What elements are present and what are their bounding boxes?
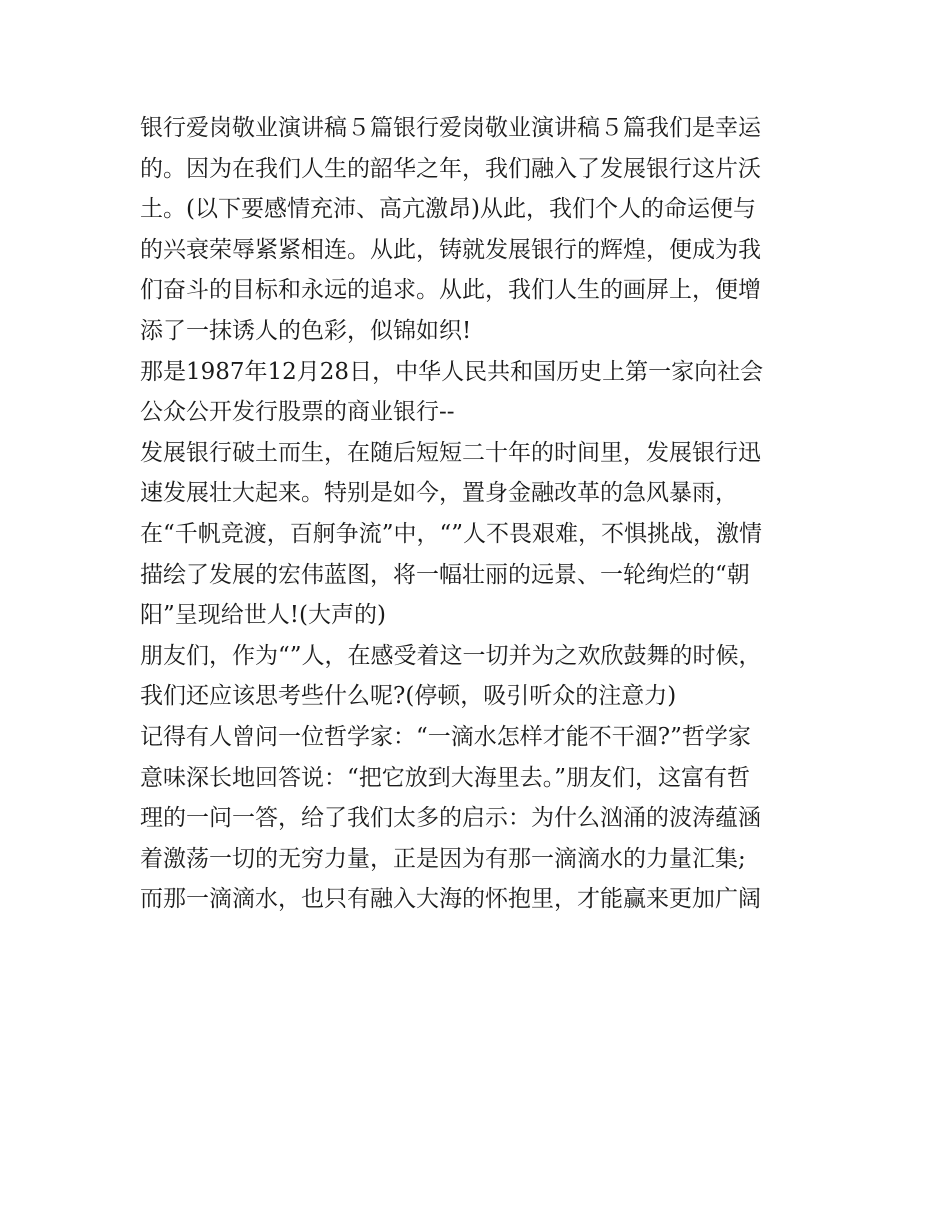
text-line-13: 阳”呈现给世人!(大声的)	[140, 602, 386, 629]
text-line-3: 土。(以下要感情充沛、高亢激昂)从此，我们个人的命运便与	[140, 196, 756, 223]
text-line-5: 们奋斗的目标和永远的追求。从此，我们人生的画屏上，便增	[140, 277, 761, 304]
text-line-19: 着激荡一切的无穷力量，正是因为有那一滴滴水的力量汇集;	[140, 845, 746, 872]
text-line-17: 意味深长地回答说：“把它放到大海里去。”朋友们，这富有哲	[140, 764, 751, 791]
text-line-1: 银行爱岗敬业演讲稿５篇银行爱岗敬业演讲稿５篇我们是幸运	[140, 115, 761, 141]
text-line-8: 公众公开发行股票的商业银行--	[140, 399, 455, 426]
text-line-11: 在“千帆竞渡，百舸争流”中，“”人不畏艰难，不惧挑战，激情	[140, 520, 763, 547]
text-line-20: 而那一滴滴水，也只有融入大海的怀抱里，才能赢来更加广阔	[140, 886, 761, 913]
text-line-10: 速发展壮大起来。特别是如今，置身金融改革的急风暴雨，	[140, 480, 738, 507]
text-line-2: 的。因为在我们人生的韶华之年，我们融入了发展银行这片沃	[140, 155, 761, 182]
text-line-12: 描绘了发展的宏伟蓝图，将一幅壮丽的远景、一轮绚烂的“朝	[140, 561, 750, 588]
text-line-18: 理的一问一答，给了我们太多的启示：为什么汹涌的波涛蕴涵	[140, 805, 761, 832]
text-line-16: 记得有人曾问一位哲学家：“一滴水怎样才能不干涸?”哲学家	[140, 723, 751, 750]
text-line-14: 朋友们，作为“”人，在感受着这一切并为之欢欣鼓舞的时候，	[140, 642, 762, 669]
document-body	[140, 108, 812, 920]
text-line-4: 的兴衰荣辱紧紧相连。从此，铸就发展银行的辉煌，便成为我	[140, 236, 761, 263]
text-line-6: 添了一抹诱人的色彩，似锦如织!	[140, 317, 472, 344]
text-line-7: 那是1987年12月28日，中华人民共和国历史上第一家向社会	[140, 358, 764, 385]
text-line-15: 我们还应该思考些什么呢?(停顿，吸引听众的注意力)	[140, 683, 677, 710]
text-line-9: 发展银行破土而生，在随后短短二十年的时间里，发展银行迅	[140, 439, 761, 466]
